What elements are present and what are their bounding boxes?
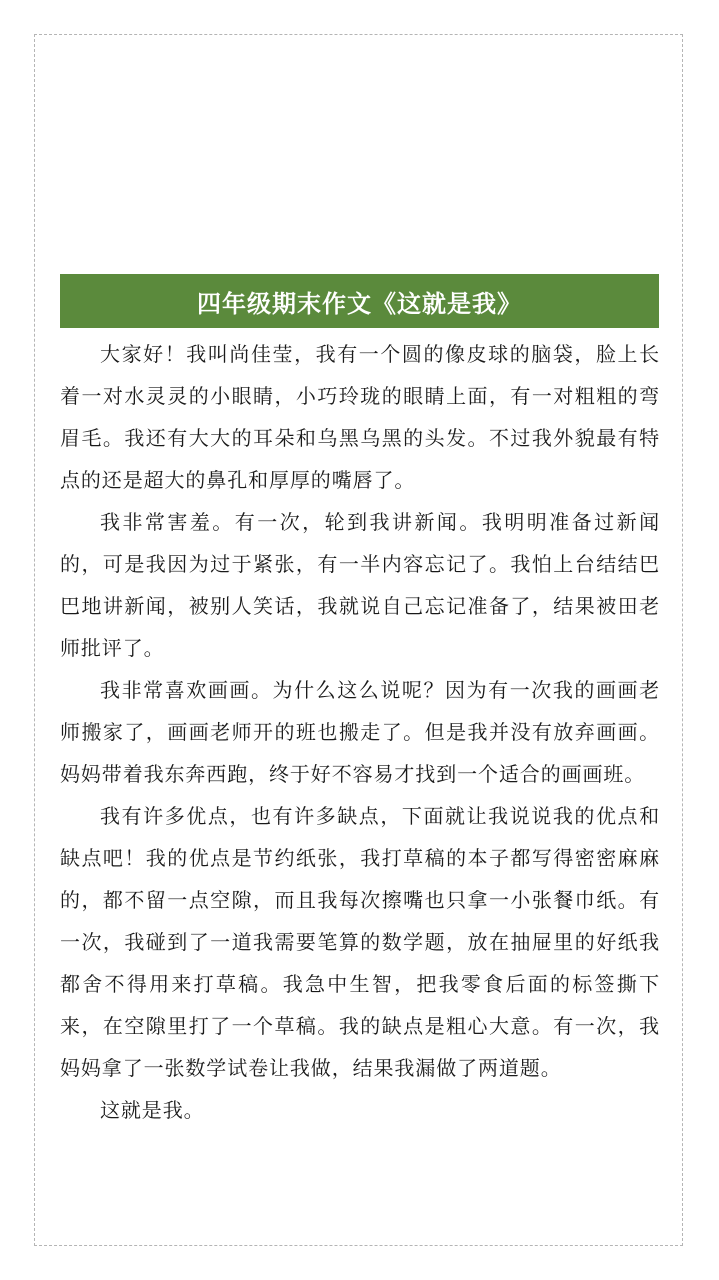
paragraph-drawing: 我非常喜欢画画。为什么这么说呢？因为有一次我的画画老师搬家了，画画老师开的班也搬走了。但是我并没有放弃画画。妈妈带着我东奔西跑，终于好不容易才找到一个适合的画画班。 (60, 678, 660, 786)
essay-title: 四年级期末作文《这就是我》 (197, 288, 522, 318)
paragraph-intro: 大家好！我叫尚佳莹，我有一个圆的像皮球的脑袋，脸上长着一对水灵灵的小眼睛，小巧玲珑的眼睛上面，有一对粗粗的弯眉毛。我还有大大的耳朵和乌黑乌黑的头发。不过我外貌最有特点的还是超大的鼻孔和厚厚的嘴唇了。 (60, 342, 660, 492)
paragraph-closing: 这就是我。 (100, 1098, 205, 1122)
paragraph-shy: 我非常害羞。有一次，轮到我讲新闻。我明明准备过新闻的，可是我因为过于紧张，有一半内容忘记了。我怕上台结结巴巴地讲新闻，被别人笑话，我就说自己忘记准备了，结果被田老师批评了。 (60, 510, 660, 660)
essay-body (60, 333, 660, 1131)
paragraph-strengths-weaknesses: 我有许多优点，也有许多缺点，下面就让我说说我的优点和缺点吧！我的优点是节约纸张，我打草稿的本子都写得密密麻麻的，都不留一点空隙，而且我每次擦嘴也只拿一小张餐巾纸。有一次，我碰到了一道我需要笔算的数学题，放在抽屉里的好纸我都舍不得用来打草稿。我急中生智，把我零食后面的标签撕下来，在空隙里打了一个草稿。我的缺点是粗心大意。有一次，我妈妈拿了一张数学试卷让我做，结果我漏做了两道题。 (60, 804, 660, 1080)
title-banner (60, 274, 659, 328)
